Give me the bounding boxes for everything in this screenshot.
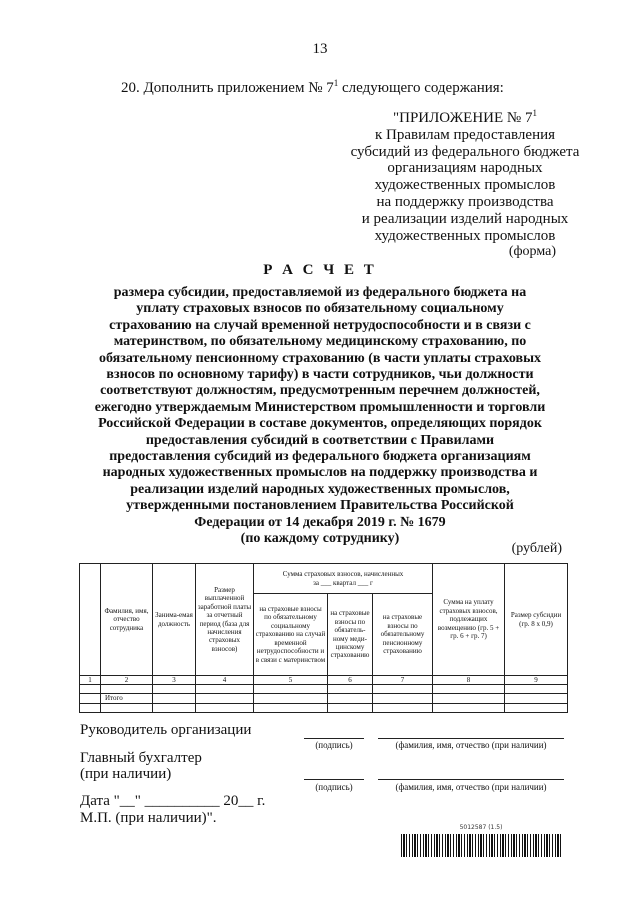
description-line: утвержденными постановлением Правительства Российской <box>126 498 514 514</box>
col-position-header: Занима-емая должность <box>153 564 196 676</box>
table-cell <box>433 703 505 712</box>
table-cell <box>153 703 196 712</box>
accountant-signature-line <box>304 779 364 780</box>
table-cell <box>196 703 254 712</box>
appendix-line: и реализации изделий народных <box>361 210 569 227</box>
document-title: Р А С Ч Е Т <box>263 262 377 278</box>
column-number: 4 <box>196 676 254 685</box>
calculation-table <box>79 563 568 713</box>
head-name-caption: (фамилия, имя, отчество (при наличии) <box>395 740 547 750</box>
column-number: 3 <box>153 676 196 685</box>
table-cell <box>505 703 568 712</box>
description-line: предоставления субсидий в соответствии с Правилами <box>145 432 495 448</box>
head-name-line <box>378 738 564 739</box>
table-cell <box>80 703 101 712</box>
column-number: 2 <box>101 676 153 685</box>
table-cell <box>328 694 373 703</box>
col-salary-header: Размер выплаченной заработной платы за отчетный период (база для начисления страховых взносов) <box>196 564 254 676</box>
table-cell <box>373 694 433 703</box>
description-line: страхованию на случай временной нетрудоспособности и в связи с <box>109 317 531 333</box>
table-cell <box>80 694 101 703</box>
description-line: соответствуют должностям, предусмотренным перечнем должностей, <box>100 383 540 399</box>
appendix-line: организациям народных <box>387 160 543 177</box>
table-cell <box>373 685 433 694</box>
table-cell <box>196 685 254 694</box>
head-signature-line <box>304 738 364 739</box>
col-name-header: Фамилия, имя, отчество сотрудника <box>101 564 153 676</box>
description-line: Федерации от 14 декабря 2019 г. № 1679 <box>194 514 446 530</box>
total-row <box>80 694 568 703</box>
column-number: 1 <box>80 676 101 685</box>
appendix-line: субсидий из федерального бюджета <box>350 143 580 160</box>
appendix-title-superscript: 1 <box>532 108 537 118</box>
chief-accountant-note: (при наличии) <box>80 766 172 782</box>
head-of-organization-label: Руководитель организации <box>80 722 252 738</box>
appendix-title-text: "ПРИЛОЖЕНИЕ № 7 <box>392 110 533 126</box>
accountant-signature-caption: (подпись) <box>315 782 353 792</box>
appendix-line: на поддержку производства <box>376 193 554 210</box>
date-line: Дата "__" __________ 20__ г. <box>80 793 266 809</box>
col-medical-header: на страховые взносы по обязатель-ному меди-цинскому страхованию <box>328 594 373 676</box>
description-line: обязательному пенсионному страхованию (в части уплаты страховых <box>98 350 542 366</box>
appendix-title <box>340 110 590 127</box>
description-line: размера субсидии, предоставляемой из федерального бюджета на <box>113 285 527 300</box>
table-cell <box>101 685 153 694</box>
intro-tail: следующего содержания: <box>338 80 504 96</box>
appendix-line: художественных промыслов <box>374 227 556 244</box>
description-line: Российской Федерации в составе документов, определяющих порядок <box>98 416 542 432</box>
column-numbers-row <box>80 676 568 685</box>
barcode-number: 5012587 (1.5) <box>459 824 503 831</box>
description-line: предоставления субсидий из федерального бюджета организациям <box>109 449 531 465</box>
table-cell <box>254 703 328 712</box>
table-cell <box>101 703 153 712</box>
table-cell <box>328 685 373 694</box>
table-cell <box>328 703 373 712</box>
total-label: Итого <box>101 694 153 703</box>
description-line: уплату страховых взносов по обязательному социальному <box>136 301 504 317</box>
column-number: 5 <box>254 676 328 685</box>
col-social-header: на страховые взносы по обязательному социальному страхованию на случай временной нетрудоспособности и в связи с материнством <box>254 594 328 676</box>
col-refund-header: Сумма на уплату страховых взносов, подлежащих возмещению (гр. 5 + гр. 6 + гр. 7) <box>433 564 505 676</box>
description-line: народных художественных промыслов на поддержку производства и <box>102 465 538 481</box>
currency-note: (рублей) <box>511 541 562 556</box>
head-signature-caption: (подпись) <box>315 740 353 750</box>
appendix-heading <box>340 110 590 244</box>
table-cell <box>196 694 254 703</box>
page-number: 13 <box>312 41 328 57</box>
table-cell <box>373 703 433 712</box>
description-line: ежегодно утверждаемым Министерством промышленности и торговли <box>94 399 546 415</box>
empty-data-row <box>80 685 568 694</box>
table-cell <box>433 694 505 703</box>
table-cell <box>153 694 196 703</box>
table-cell <box>153 685 196 694</box>
table-cell <box>254 685 328 694</box>
col-pension-header: на страховые взносы по обязательному пенсионному страхованию <box>373 594 433 676</box>
accountant-name-line <box>378 779 564 780</box>
table-cell <box>254 694 328 703</box>
description-line: (по каждому сотруднику) <box>240 531 400 547</box>
empty-data-row <box>80 703 568 712</box>
document-description <box>80 285 560 548</box>
description-line: материнством, по обязательному медицинскому страхованию, по <box>113 334 527 350</box>
group-header-period: за ___ квартал ___ г <box>313 578 373 587</box>
barcode-image <box>401 834 561 857</box>
accountant-name-caption: (фамилия, имя, отчество (при наличии) <box>395 782 547 792</box>
form-label: (форма) <box>508 244 556 259</box>
stamp-line: М.П. (при наличии)". <box>80 810 217 826</box>
appendix-line: художественных промыслов <box>374 177 556 194</box>
amendment-intro <box>121 80 504 97</box>
table-cell <box>433 685 505 694</box>
intro-superscript: 1 <box>333 78 339 88</box>
column-number: 7 <box>373 676 433 685</box>
table-cell <box>80 685 101 694</box>
col-subsidy-header: Размер субсидии (гр. 8 x 0,9) <box>505 564 568 676</box>
group-header-top: Сумма страховых взносов, начисленных <box>282 570 404 579</box>
column-number: 8 <box>433 676 505 685</box>
intro-text: 20. Дополнить приложением № 7 <box>121 80 334 96</box>
description-line: взносов по основному тарифу) в части сотрудников, чьи должности <box>106 367 534 383</box>
contributions-group-header <box>254 564 433 594</box>
table-cell <box>505 685 568 694</box>
appendix-line: к Правилам предоставления <box>374 126 556 143</box>
description-line: реализации изделий народных художественных промыслов, <box>130 481 510 497</box>
col-index-header <box>80 564 101 676</box>
column-number: 6 <box>328 676 373 685</box>
table-cell <box>505 694 568 703</box>
column-number: 9 <box>505 676 568 685</box>
chief-accountant-label: Главный бухгалтер <box>80 750 202 766</box>
